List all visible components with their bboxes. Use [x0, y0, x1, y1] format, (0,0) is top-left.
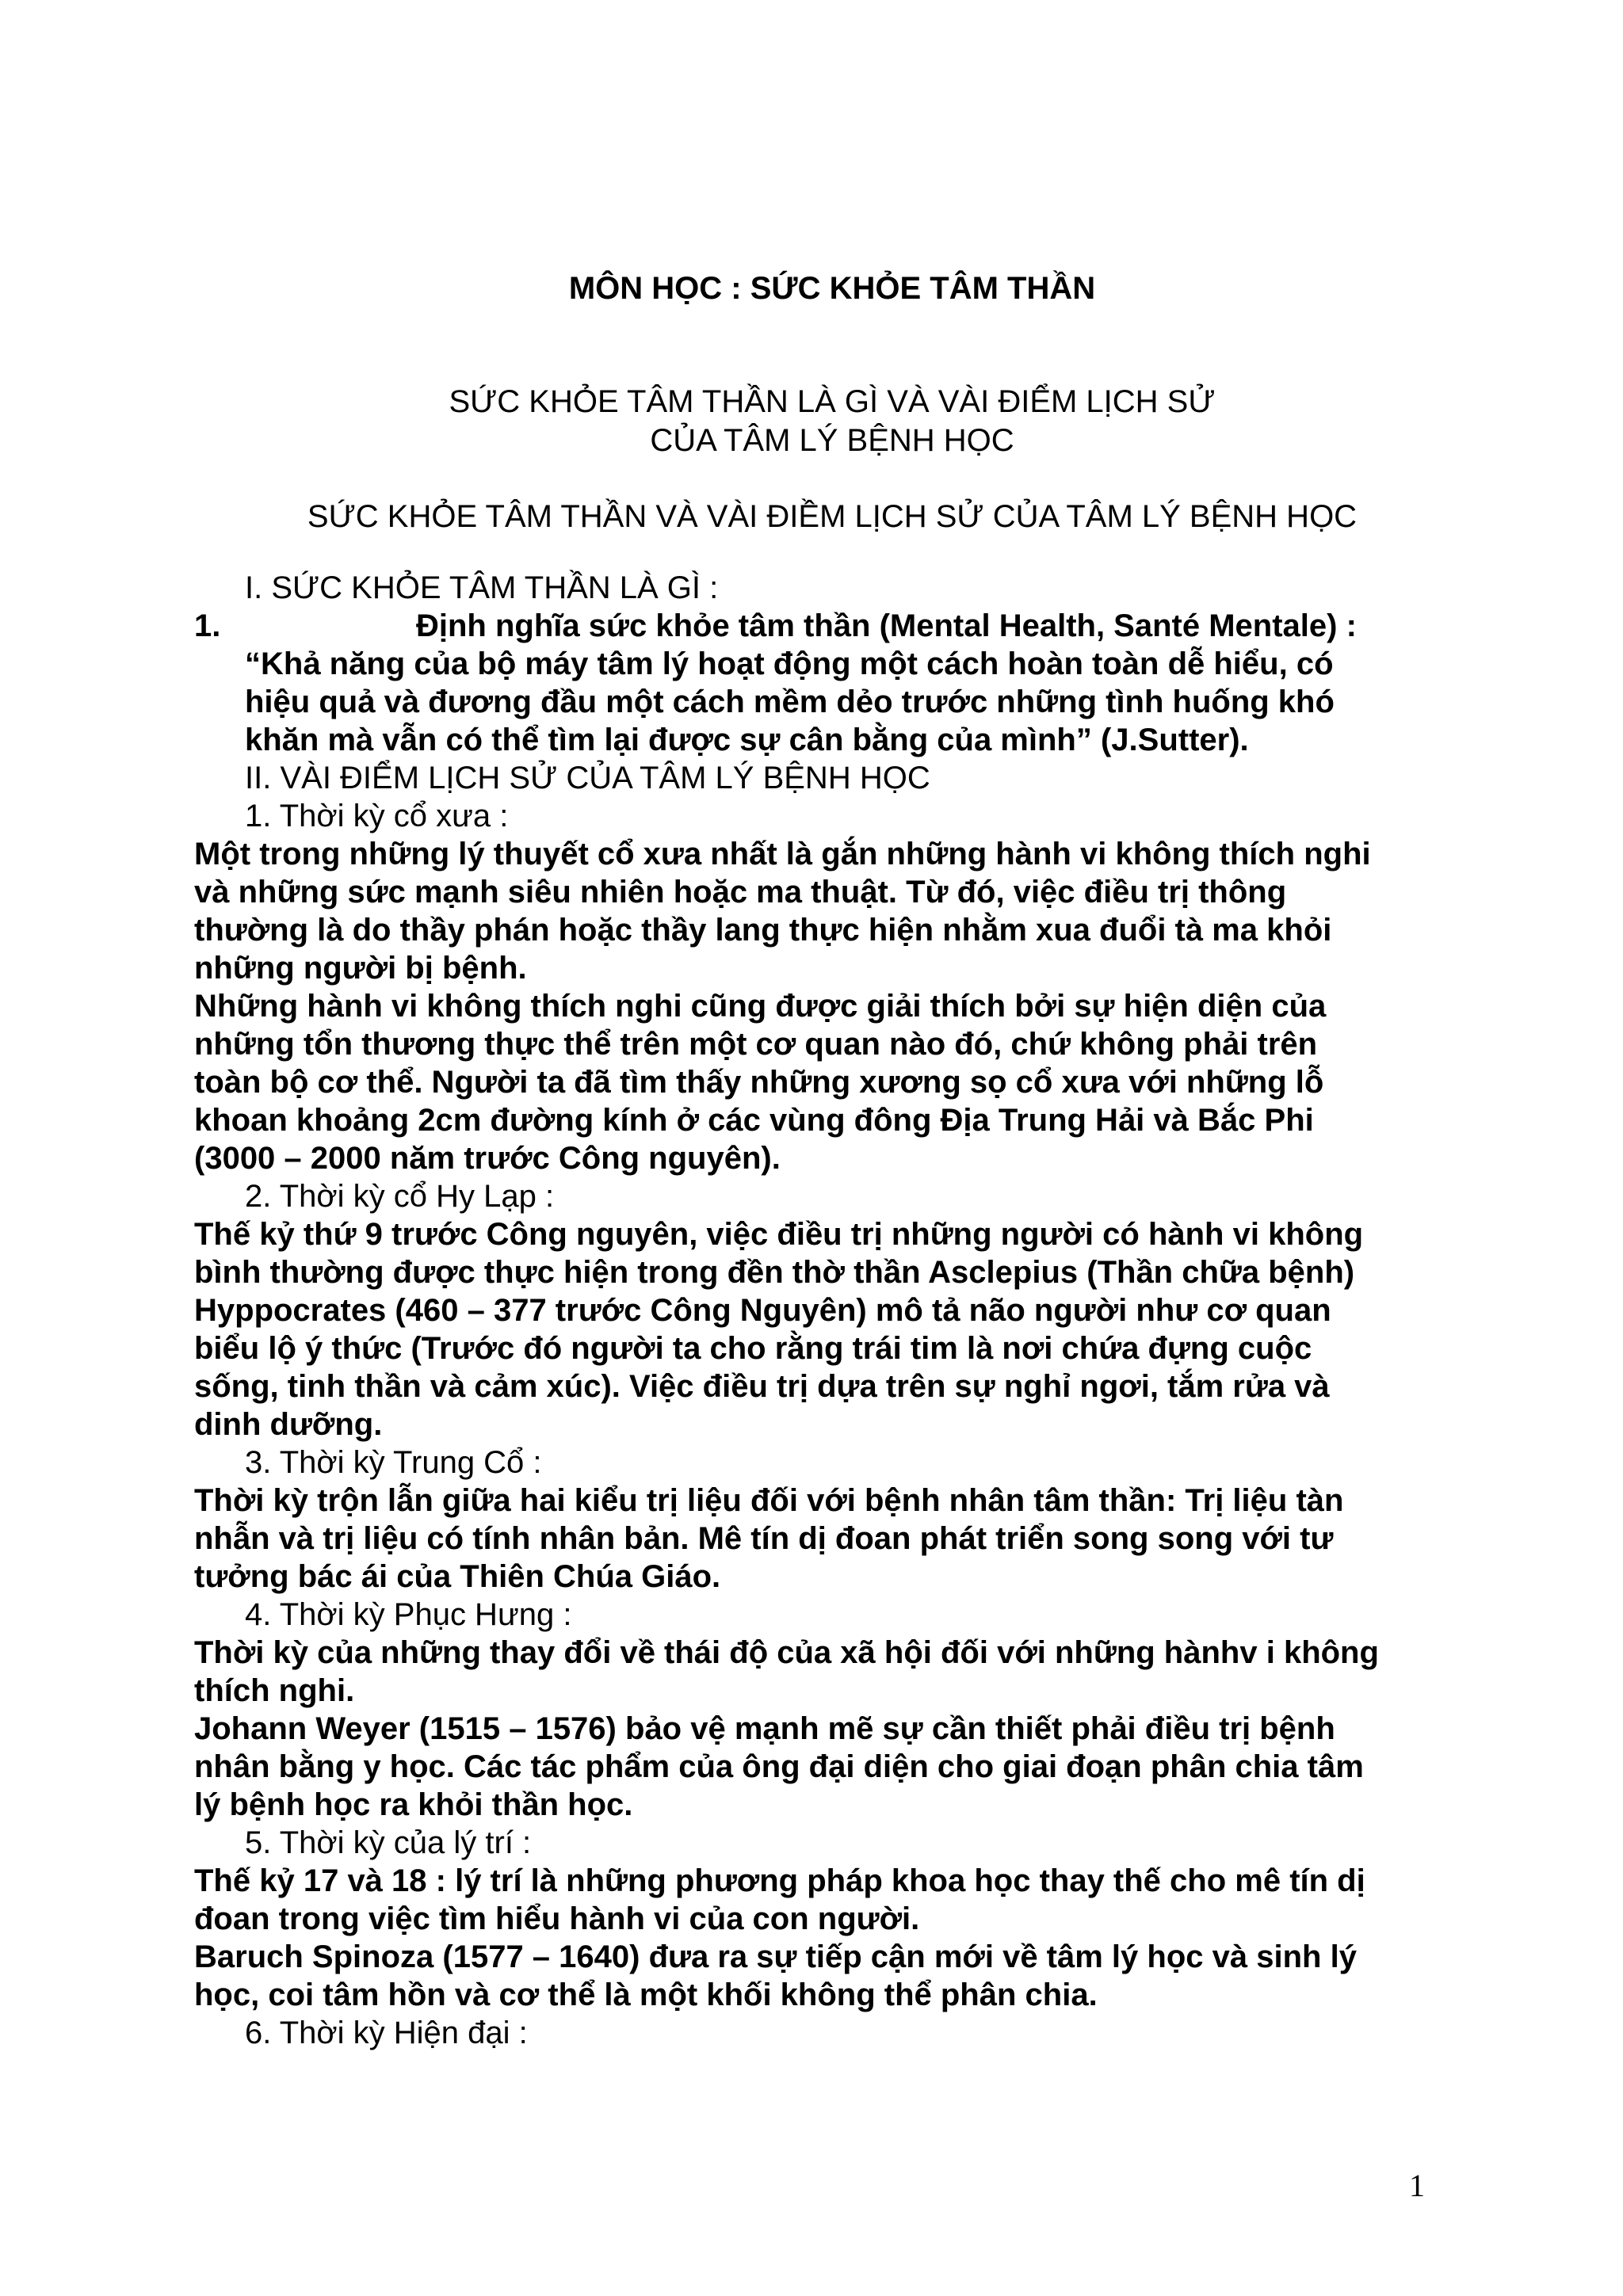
paragraph-line: Johann Weyer (1515 – 1576) bảo vệ mạnh mẽ sự cần thiết phải điều trị bệnh	[194, 1711, 1335, 1746]
section-1-heading: I. SỨC KHỎE TÂM THẦN LÀ GÌ :	[245, 570, 719, 605]
page-title: MÔN HỌC : SỨC KHỎE TÂM THẦN	[568, 271, 1096, 306]
subtitle-repeat: SỨC KHỎE TÂM THẦN VÀ VÀI ĐIỀM LỊCH SỬ CỦA TÂM LÝ BỆNH HỌC	[307, 499, 1358, 534]
subtitle-line-1: SỨC KHỎE TÂM THẦN LÀ GÌ VÀ VÀI ĐIỂM LỊCH SỬ	[449, 384, 1216, 419]
paragraph-line: Thời kỳ của những thay đổi về thái độ của xã hội đối với những hànhv i không	[194, 1635, 1379, 1670]
paragraph-line: học, coi tâm hồn và cơ thể là một khối không thể phân chia.	[194, 1978, 1098, 2012]
definition-title: Định nghĩa sức khỏe tâm thần (Mental Health, Santé Mentale) :	[416, 608, 1357, 643]
definition-heading	[194, 607, 1438, 645]
paragraph-line: biểu lộ ý thức (Trước đó người ta cho rằng trái tim là nơi chứa đựng cuộc	[194, 1331, 1312, 1366]
paragraph-line: Thế kỷ 17 và 18 : lý trí là những phương pháp khoa học thay thế cho mê tín dị	[194, 1863, 1365, 1898]
paragraph-line: toàn bộ cơ thể. Người ta đã tìm thấy những xương sọ cổ xưa với những lỗ	[194, 1065, 1324, 1100]
paragraph-line: đoan trong việc tìm hiểu hành vi của con người.	[194, 1901, 920, 1936]
paragraph-line: thích nghi.	[194, 1673, 355, 1708]
paragraph-line: Những hành vi không thích nghi cũng được giải thích bởi sự hiện diện của	[194, 989, 1327, 1024]
period-heading: 3. Thời kỳ Trung Cổ :	[245, 1445, 542, 1480]
period-heading: 5. Thời kỳ của lý trí :	[245, 1825, 532, 1860]
paragraph-line: dinh dưỡng.	[194, 1407, 383, 1442]
subtitle-line-2: CỦA TÂM LÝ BỆNH HỌC	[650, 423, 1014, 458]
period-heading: 1. Thời kỳ cổ xưa :	[245, 799, 509, 833]
definition-line: khăn mà vẫn có thể tìm lại được sự cân bằng của mình” (J.Sutter).	[245, 723, 1249, 757]
paragraph-line: lý bệnh học ra khỏi thần học.	[194, 1787, 633, 1822]
definition-number: 1.	[194, 608, 221, 643]
paragraph-line: nhẫn và trị liệu có tính nhân bản. Mê tín dị đoan phát triển song song với tư	[194, 1521, 1334, 1556]
paragraph-line: nhân bằng y học. Các tác phẩm của ông đại diện cho giai đoạn phân chia tâm	[194, 1749, 1364, 1784]
document-body	[194, 569, 1438, 2052]
paragraph-line: thường là do thầy phán hoặc thầy lang thực hiện nhằm xua đuổi tà ma khỏi	[194, 913, 1332, 948]
paragraph-line: sống, tinh thần và cảm xúc). Việc điều trị dựa trên sự nghỉ ngơi, tắm rửa và	[194, 1369, 1330, 1404]
paragraph-line: Baruch Spinoza (1577 – 1640) đưa ra sự tiếp cận mới về tâm lý học và sinh lý	[194, 1939, 1357, 1974]
paragraph-line: Một trong những lý thuyết cổ xưa nhất là gắn những hành vi không thích nghi	[194, 837, 1371, 871]
period-heading: 4. Thời kỳ Phục Hưng :	[245, 1597, 572, 1632]
page-number: 1	[1409, 2168, 1425, 2203]
period-heading: 2. Thời kỳ cổ Hy Lạp :	[245, 1179, 555, 1214]
paragraph-line: những người bị bệnh.	[194, 951, 527, 986]
paragraph-line: bình thường được thực hiện trong đền thờ thần Asclepius (Thần chữa bệnh)	[194, 1255, 1355, 1290]
section-2-heading: II. VÀI ĐIỂM LỊCH SỬ CỦA TÂM LÝ BỆNH HỌC	[245, 761, 930, 795]
definition-line: hiệu quả và đương đầu một cách mềm dẻo trước những tình huống khó	[245, 685, 1335, 719]
paragraph-line: (3000 – 2000 năm trước Công nguyên).	[194, 1141, 781, 1176]
paragraph-line: tưởng bác ái của Thiên Chúa Giáo.	[194, 1559, 721, 1594]
definition-line: “Khả năng của bộ máy tâm lý hoạt động một cách hoàn toàn dễ hiểu, có	[245, 646, 1334, 681]
paragraph-line: Hyppocrates (460 – 377 trước Công Nguyên) mô tả não người như cơ quan	[194, 1293, 1331, 1328]
paragraph-line: và những sức mạnh siêu nhiên hoặc ma thuật. Từ đó, việc điều trị thông	[194, 875, 1287, 910]
paragraph-line: khoan khoảng 2cm đường kính ở các vùng đông Địa Trung Hải và Bắc Phi	[194, 1103, 1314, 1138]
paragraph-line: Thời kỳ trộn lẫn giữa hai kiểu trị liệu đối với bệnh nhân tâm thần: Trị liệu tàn	[194, 1483, 1344, 1518]
paragraph-line: Thế kỷ thứ 9 trước Công nguyên, việc điều trị những người có hành vi không	[194, 1217, 1364, 1252]
period-heading: 6. Thời kỳ Hiện đại :	[245, 2016, 528, 2050]
paragraph-line: những tổn thương thực thể trên một cơ quan nào đó, chứ không phải trên	[194, 1027, 1318, 1062]
